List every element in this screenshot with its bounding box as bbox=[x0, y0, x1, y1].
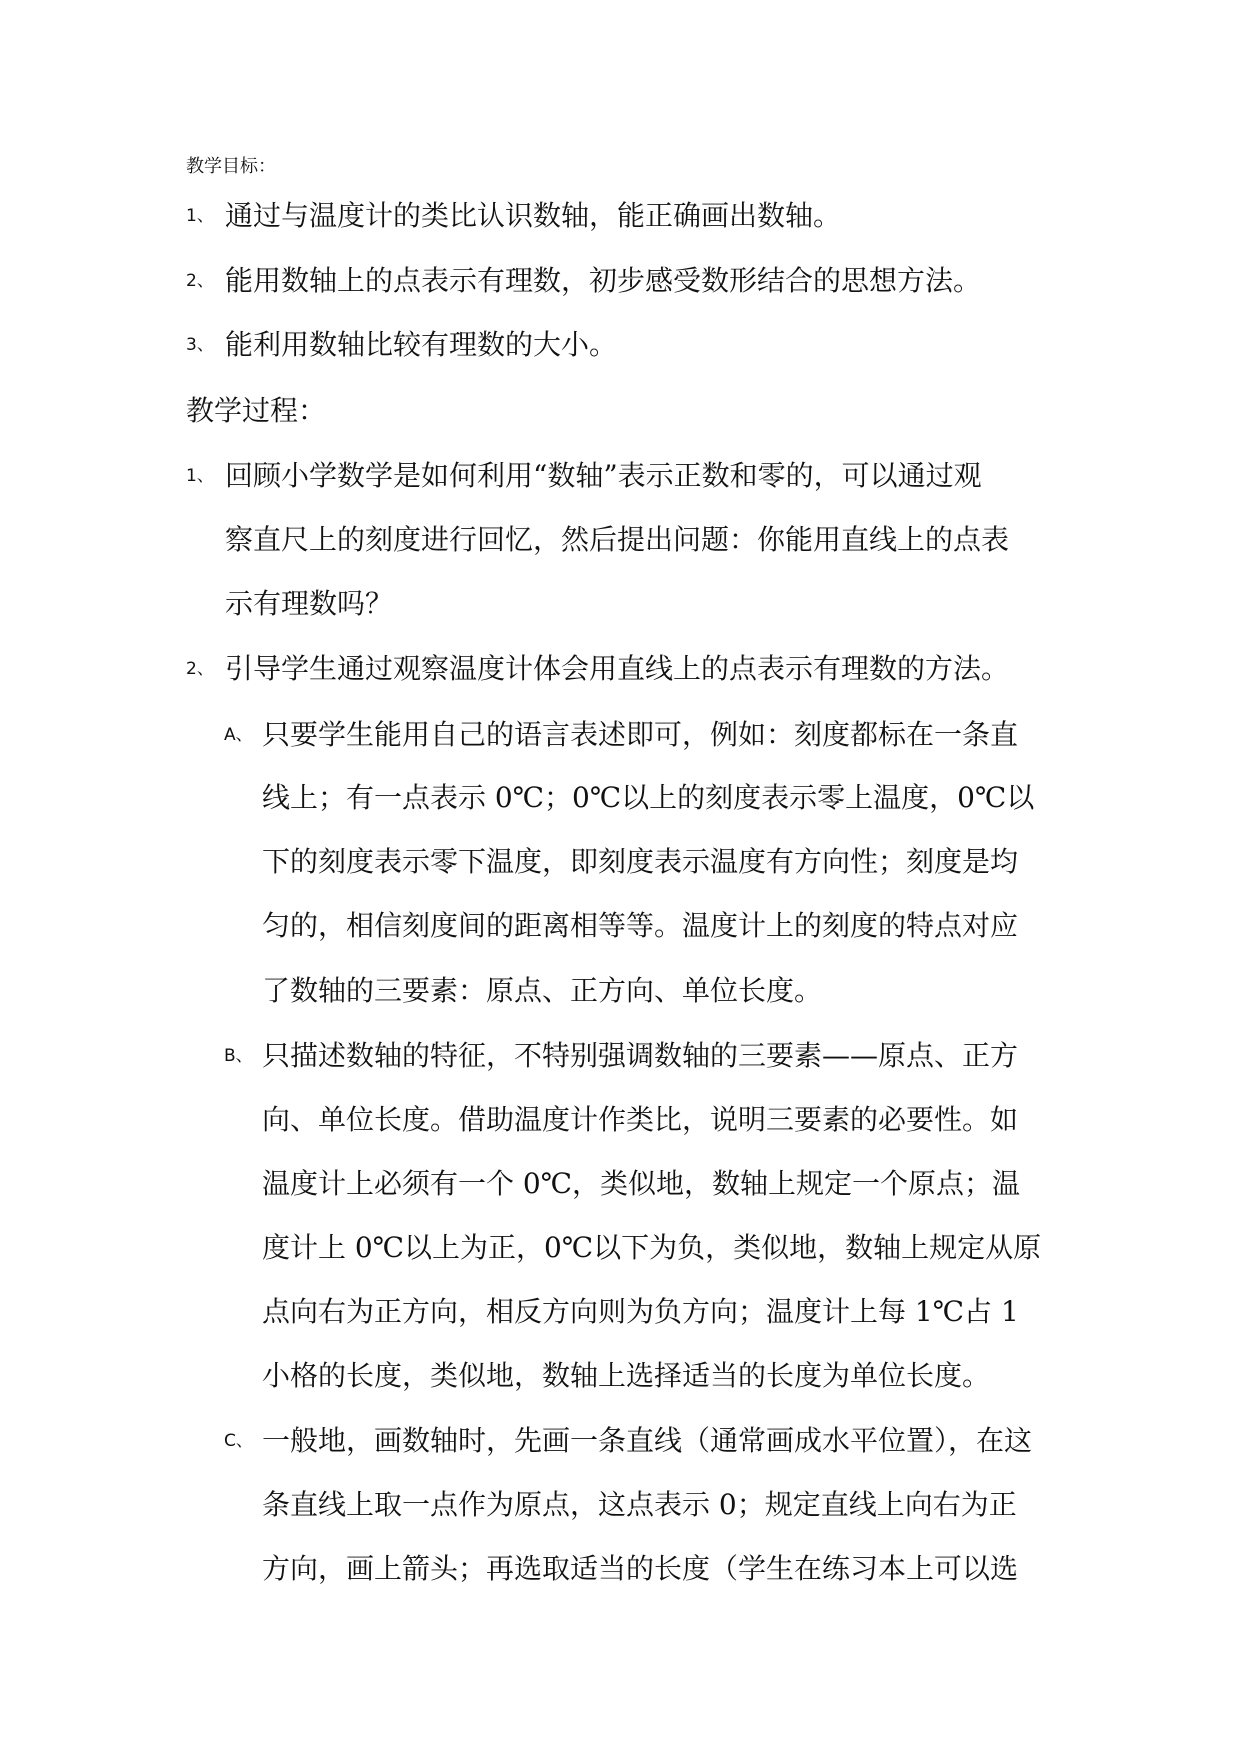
sub-a-line: 线上；有一点表示 0℃；0℃以上的刻度表示零上温度，0℃以 bbox=[262, 781, 1035, 814]
sub-c-marker: C、 bbox=[224, 1431, 253, 1451]
step-2-marker: 2、 bbox=[186, 659, 214, 679]
objective-1-marker: 1、 bbox=[186, 206, 214, 226]
sub-a-line: 只要学生能用自己的语言表述即可，例如：刻度都标在一条直 bbox=[262, 718, 1019, 751]
objective-2-marker: 2、 bbox=[186, 271, 214, 291]
step-1-line: 回顾小学数学是如何利用“数轴”表示正数和零的，可以通过观 bbox=[225, 459, 982, 492]
sub-b-line: 温度计上必须有一个 0℃，类似地，数轴上规定一个原点；温 bbox=[262, 1167, 1021, 1200]
sub-c-line: 方向，画上箭头；再选取适当的长度（学生在练习本上可以选 bbox=[262, 1552, 1019, 1585]
sub-a-marker: A、 bbox=[224, 725, 253, 745]
sub-a-line: 匀的，相信刻度间的距离相等等。温度计上的刻度的特点对应 bbox=[262, 909, 1019, 942]
sub-a-line: 下的刻度表示零下温度，即刻度表示温度有方向性；刻度是均 bbox=[262, 845, 1019, 878]
objective-3-marker: 3、 bbox=[186, 335, 214, 355]
process-title: 教学过程： bbox=[186, 394, 327, 427]
sub-b-marker: B、 bbox=[224, 1046, 253, 1066]
sub-b-line: 点向右为正方向，相反方向则为负方向；温度计上每 1℃占 1 bbox=[262, 1295, 1019, 1328]
objective-2-text: 能用数轴上的点表示有理数，初步感受数形结合的思想方法。 bbox=[225, 264, 982, 297]
step-1-line: 察直尺上的刻度进行回忆，然后提出问题：你能用直线上的点表 bbox=[225, 523, 1010, 556]
sub-a-line: 了数轴的三要素：原点、正方向、单位长度。 bbox=[262, 974, 823, 1007]
objectives-title: 教学目标： bbox=[186, 156, 276, 177]
step-1-line: 示有理数吗？ bbox=[225, 587, 394, 620]
step-1-marker: 1、 bbox=[186, 466, 214, 486]
objective-3-text: 能利用数轴比较有理数的大小。 bbox=[225, 328, 618, 361]
sub-b-line: 度计上 0℃以上为正，0℃以下为负，类似地，数轴上规定从原 bbox=[262, 1231, 1042, 1264]
sub-b-line: 向、单位长度。借助温度计作类比，说明三要素的必要性。如 bbox=[262, 1103, 1019, 1136]
sub-c-line: 一般地，画数轴时，先画一条直线（通常画成水平位置），在这 bbox=[262, 1424, 1033, 1457]
sub-b-line: 小格的长度，类似地，数轴上选择适当的长度为单位长度。 bbox=[262, 1359, 991, 1392]
sub-b-line: 只描述数轴的特征，不特别强调数轴的三要素——原点、正方 bbox=[262, 1039, 1019, 1072]
step-2-text: 引导学生通过观察温度计体会用直线上的点表示有理数的方法。 bbox=[225, 652, 1010, 685]
sub-c-line: 条直线上取一点作为原点，这点表示 0；规定直线上向右为正 bbox=[262, 1488, 1017, 1521]
objective-1-text: 通过与温度计的类比认识数轴，能正确画出数轴。 bbox=[225, 199, 842, 232]
